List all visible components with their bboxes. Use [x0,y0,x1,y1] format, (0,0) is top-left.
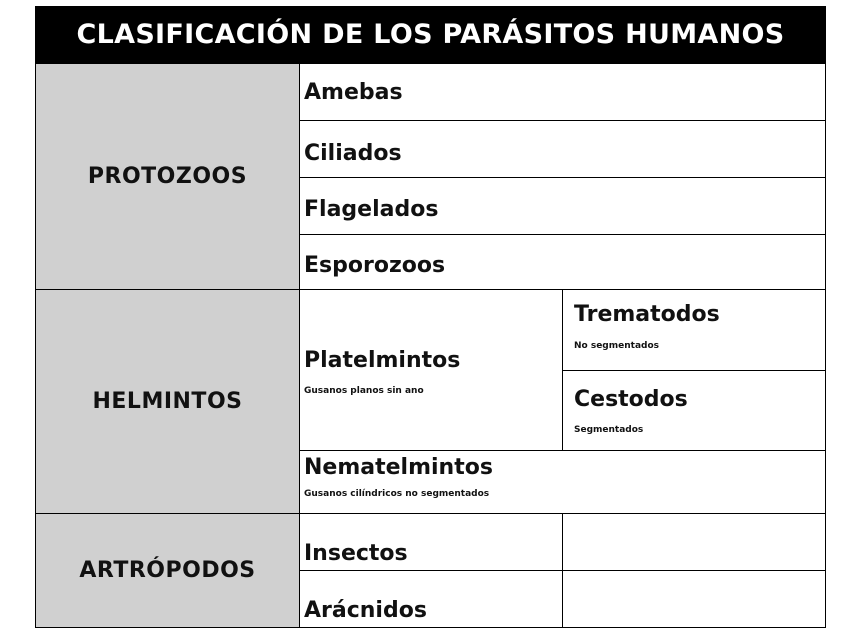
category-protozoos: PROTOZOOS [35,63,300,290]
item-esporozoos: Esporozoos [299,234,826,290]
platelmintos-desc: Gusanos planos sin ano [304,386,424,396]
trematodos-label: Trematodos [574,302,720,327]
item-flagelados: Flagelados [299,177,826,235]
table-title: CLASIFICACIÓN DE LOS PARÁSITOS HUMANOS [35,6,826,63]
platelmintos-label: Platelmintos [304,348,461,373]
cestodos-desc: Segmentados [574,425,644,435]
trematodos-cell [562,289,826,371]
cestodos-cell [562,370,826,451]
nematelmintos-desc: Gusanos cilíndricos no segmentados [304,489,490,499]
category-helmintos: HELMINTOS [35,289,300,514]
item-insectos: Insectos [299,513,563,571]
item-amebas: Amebas [299,63,826,121]
empty-cell [562,570,826,628]
item-aracnidos: Arácnidos [299,570,563,628]
category-artropodos: ARTRÓPODOS [35,513,300,628]
nematelmintos-label: Nematelmintos [304,455,493,480]
empty-cell [562,513,826,571]
classification-table [35,6,826,628]
platelmintos-cell [299,289,563,451]
nematelmintos-cell [299,450,826,514]
item-ciliados: Ciliados [299,120,826,178]
trematodos-desc: No segmentados [574,341,659,351]
cestodos-label: Cestodos [574,387,688,412]
